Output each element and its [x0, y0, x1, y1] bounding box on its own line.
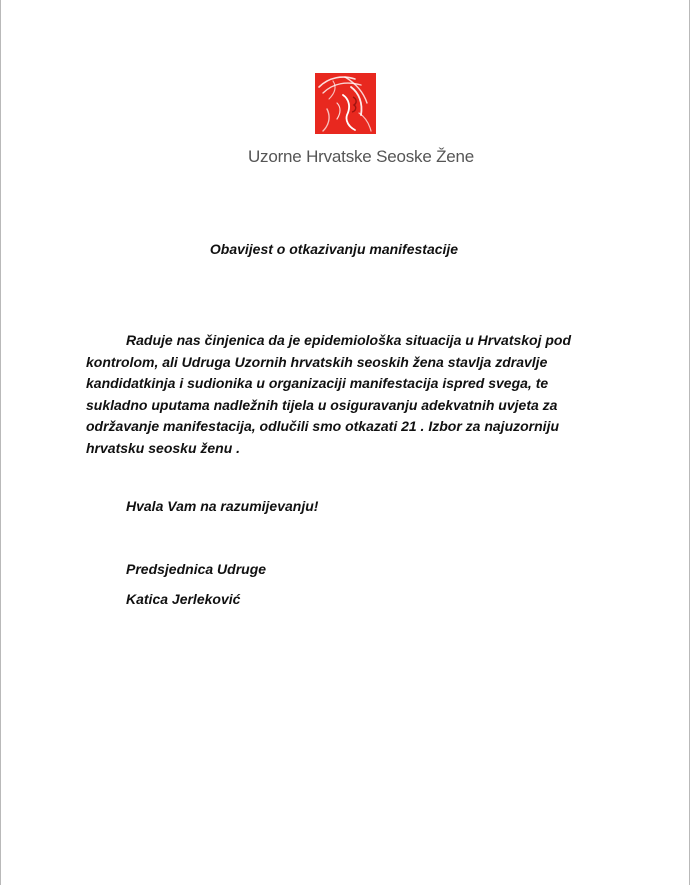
- body-line: održavanje manifestacija, odlučili smo otkazati 21 . Izbor za najuzorniju: [86, 418, 560, 434]
- body-line: sukladno uputama nadležnih tijela u osiguravanju adekvatnih uvjeta za: [86, 396, 558, 413]
- body-line: Raduje nas činjenica da je epidemiološka situacija u Hrvatskoj pod: [126, 332, 572, 348]
- body-line: kandidatkinja i sudionika u organizaciji manifestacija ispred svega, te: [86, 375, 549, 391]
- document-title: Obavijest o otkazivanju manifestacije: [209, 241, 459, 257]
- thanks-line: Hvala Vam na razumijevanju!: [126, 498, 319, 514]
- organization-name: Uzorne Hrvatske Seoske Žene: [247, 147, 475, 166]
- document-body: [86, 330, 606, 459]
- body-line: kontrolom, ali Udruga Uzornih hrvatskih seoskih žena stavlja zdravlje: [86, 353, 548, 370]
- association-logo: [315, 73, 376, 134]
- signature-name: Katica Jerleković: [126, 591, 241, 607]
- body-line: hrvatsku seosku ženu .: [86, 439, 241, 456]
- signature-role: Predsjednica Udruge: [126, 561, 267, 577]
